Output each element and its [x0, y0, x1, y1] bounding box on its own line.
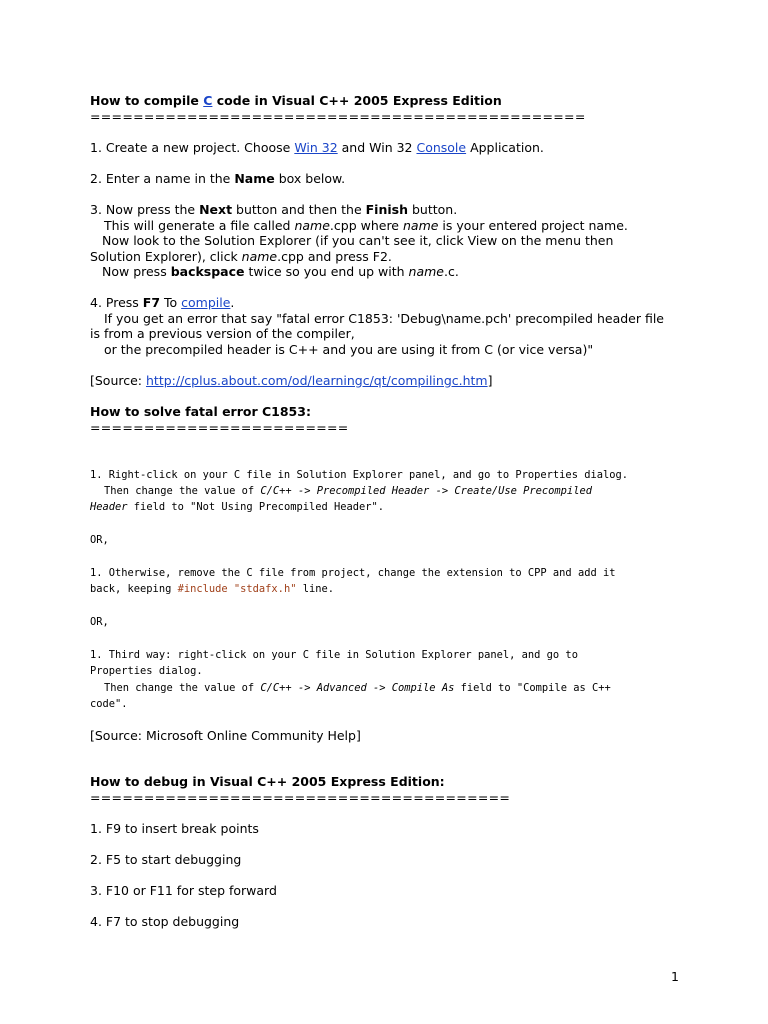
debug-rule: =======================================: [90, 790, 511, 805]
step-4: 4. Press F7 To compile.: [90, 295, 235, 310]
title-rule: ==============================================: [90, 109, 586, 124]
step-3-line-4: Solution Explorer), click name.cpp and press F2.: [90, 249, 392, 264]
step-3-line-2: This will generate a file called name.cpp where name is your entered project name.: [104, 218, 628, 233]
c1853-rule: ========================: [90, 420, 349, 435]
step-4-line-2: If you get an error that say "fatal error C1853: 'Debug\name.pch' precompiled header file: [104, 311, 664, 326]
step-4-line-3: is from a previous version of the compiler,: [90, 326, 355, 341]
method-3-line-1: 1. Third way: right-click on your C file in Solution Explorer panel, and go to: [90, 649, 578, 661]
method-3-line-2: Properties dialog.: [90, 665, 203, 677]
debug-item: 2. F5 to start debugging: [90, 852, 242, 867]
compile-link[interactable]: compile: [181, 295, 231, 310]
debug-item: 4. F7 to stop debugging: [90, 914, 240, 929]
step-1: 1. Create a new project. Choose Win 32 and Win 32 Console Application.: [90, 140, 544, 155]
debug-item: 1. F9 to insert break points: [90, 821, 259, 836]
method-1-line-3: Header field to "Not Using Precompiled Header".: [90, 501, 385, 513]
method-1-line-1: 1. Right-click on your C file in Solution Explorer panel, and go to Properties dialog.: [90, 469, 628, 481]
source-microsoft: [Source: Microsoft Online Community Help]: [90, 728, 361, 743]
method-1-line-2: Then change the value of C/C++ -> Precompiled Header -> Create/Use Precompiled: [104, 485, 592, 497]
step-4-line-4: or the precompiled header is C++ and you are using it from C (or vice versa)": [104, 342, 594, 357]
about-com-link[interactable]: http://cplus.about.com/od/learningc/qt/compilingc.htm: [146, 373, 488, 388]
page-number: 1: [671, 969, 679, 984]
method-3-line-3: Then change the value of C/C++ -> Advanced -> Compile As field to "Compile as C++: [104, 682, 611, 694]
method-2-line-2: back, keeping #include "stdafx.h" line.: [90, 583, 334, 595]
step-3-line-5: Now press backspace twice so you end up with name.c.: [102, 264, 459, 279]
win32-link[interactable]: Win 32: [294, 140, 338, 155]
step-3-line-3: Now look to the Solution Explorer (if you can't see it, click View on the menu then: [102, 233, 614, 248]
step-2: 2. Enter a name in the Name box below.: [90, 171, 346, 186]
method-3-line-4: code".: [90, 698, 128, 710]
section-title-c1853: How to solve fatal error C1853:: [90, 404, 311, 419]
include-directive: #include "stdafx.h": [177, 583, 297, 595]
section-title-debug: How to debug in Visual C++ 2005 Express Edition:: [90, 774, 445, 789]
source-about: [Source: http://cplus.about.com/od/learningc/qt/compilingc.htm]: [90, 373, 493, 388]
or-separator-1: OR,: [90, 534, 109, 546]
method-2-line-1: 1. Otherwise, remove the C file from project, change the extension to CPP and add it: [90, 567, 616, 579]
debug-item: 3. F10 or F11 for step forward: [90, 883, 277, 898]
c-link[interactable]: C: [203, 93, 213, 108]
step-3: 3. Now press the Next button and then the Finish button.: [90, 202, 458, 217]
or-separator-2: OR,: [90, 616, 109, 628]
section-title-compile: How to compile C code in Visual C++ 2005 Express Edition: [90, 93, 502, 108]
console-link[interactable]: Console: [416, 140, 467, 155]
